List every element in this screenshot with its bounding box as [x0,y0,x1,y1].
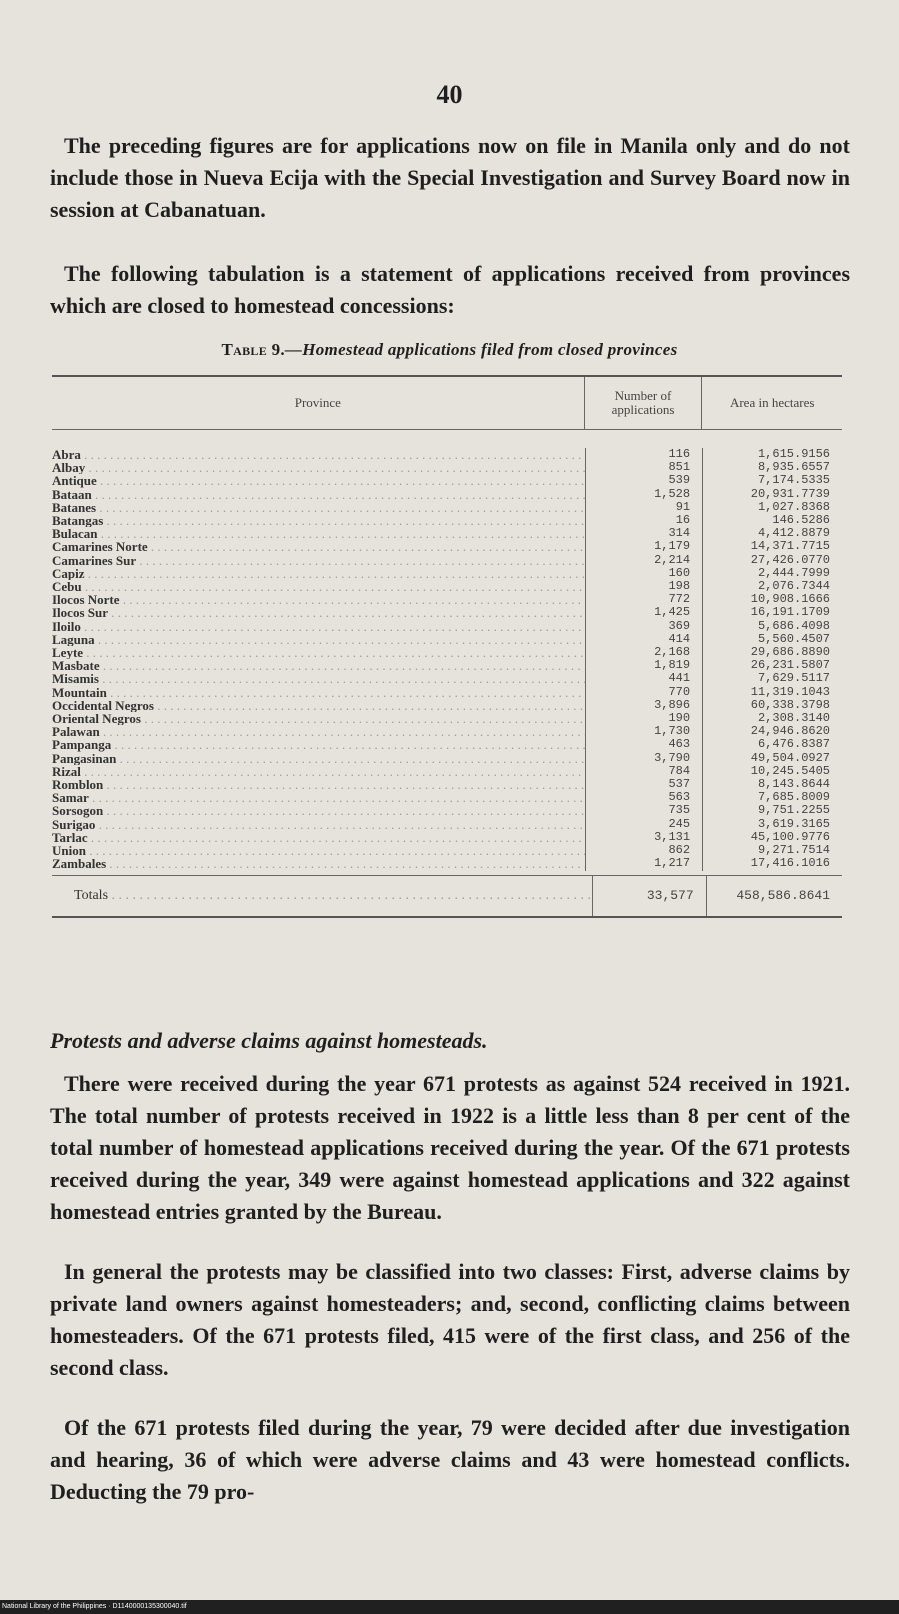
header-area: Area in hectares [701,377,842,429]
table-row-province: Surigao . . . [52,818,585,831]
table-title [0,340,899,360]
table-row-area: 2,444.7999 [757,566,830,580]
homestead-applications-table [52,375,842,918]
table-row-area: 26,231.5807 [750,659,830,673]
table-row-province: Mountain . . . [52,686,585,699]
table-totals-row [52,875,842,916]
table-row-area: 7,685.8009 [757,791,830,805]
table-row-area: 1,615.9156 [757,448,830,461]
table-row-area: 17,416.1016 [750,857,830,871]
table-row-area: 27,426.0770 [750,553,830,567]
table-row-area: 4,412.8879 [757,527,830,541]
table-row-area: 9,271.7514 [757,844,830,858]
table-row-area: 9,751.2255 [757,804,830,818]
paragraph-tabulation-intro: The following tabulation is a statement of applications received from provinces which are closed to homestead concessions: [50,261,850,318]
table-row-number: 537 [668,778,691,792]
table-row-number: 314 [668,527,691,541]
number-column [585,448,702,871]
table-row-number: 1,425 [654,606,691,620]
table-row-province: Laguna . . . [52,633,585,646]
table-row-province: Zambales . . . [52,857,585,870]
table-row-area: 2,308.3140 [757,712,830,726]
table-row-number: 414 [668,632,691,646]
table-row-area: 1,027.8368 [757,500,830,514]
table-body [52,430,842,875]
table-row-province: Misamis . . . [52,672,585,685]
table-row-area: 49,504.0927 [750,751,830,765]
table-row-province: Antique . . . [52,474,585,487]
paragraph-protests-decided: Of the 671 protests filed during the year, 79 were decided after due investigation and hearing, 36 of which were adverse claims and 43 were homestead conflicts. Deducting the 79 pro- [50,1415,850,1504]
paragraph-protest-classes: In general the protests may be classified into two classes: First, adverse claims by private land owners against homesteaders; and, second, conflicting claims between homesteaders. Of the 671 protests filed, 415 were of the first class, and 256 of the second class. [50,1259,850,1380]
table-row-number: 1,179 [654,540,691,554]
totals-area: 458,586.8641 [706,876,842,916]
table-row-province: Ilocos Sur . . . [52,606,585,619]
table-row-area: 7,629.5117 [757,672,830,686]
table-row-area: 20,931.7739 [750,487,830,501]
table-row-province: Leyte . . . [52,646,585,659]
table-row-province: Batanes . . . [52,501,585,514]
table-row-area: 5,686.4098 [757,619,830,633]
table-row-province: Camarines Sur . . . [52,554,585,567]
table-row-province: Masbate . . . [52,659,585,672]
page-number: 40 [436,80,463,109]
table-row-number: 116 [668,448,691,461]
table-row-area: 14,371.7715 [750,540,830,554]
table-row-province: Samar . . . [52,791,585,804]
table-row-province: Occidental Negros . . . [52,699,585,712]
table-row-area: 2,076.7344 [757,580,830,594]
table-row-area: 45,100.9776 [750,830,830,844]
totals-number: 33,577 [592,876,706,916]
table-row-number: 862 [668,844,691,858]
header-province: Province [294,395,341,410]
table-row-province: Pangasinan . . . [52,752,585,765]
table-title-lead: Table 9. [221,340,285,359]
table-row-area: 10,908.1666 [750,593,830,607]
table-row-number: 851 [668,461,691,475]
table-row-area: 60,338.3798 [750,698,830,712]
table-row-number: 770 [668,685,691,699]
table-row-number: 3,131 [654,830,691,844]
table-row-area: 5,560.4507 [757,632,830,646]
table-row-number: 245 [668,817,691,831]
section-heading: Protests and adverse claims against homesteads. [50,1028,488,1053]
table-row-area: 8,143.8644 [757,778,830,792]
table-row-area: 8,935.6557 [757,461,830,475]
area-column [702,448,842,871]
table-row-number: 735 [668,804,691,818]
table-row-area: 16,191.1709 [750,606,830,620]
table-row-area: 6,476.8387 [757,738,830,752]
table-row-province: Albay . . . [52,461,585,474]
table-row-number: 463 [668,738,691,752]
table-row-province: Batangas . . . [52,514,585,527]
table-row-number: 2,168 [654,646,691,660]
table-row-number: 190 [668,712,691,726]
table-row-province: Bataan . . . [52,488,585,501]
table-row-number: 369 [668,619,691,633]
table-row-province: Tarlac . . . [52,831,585,844]
table-row-number: 563 [668,791,691,805]
table-row-province: Camarines Norte . . . [52,540,585,553]
table-row-number: 539 [668,474,691,488]
table-row-number: 91 [675,500,691,514]
table-row-province: Palawan . . . [52,725,585,738]
table-row-number: 784 [668,764,691,778]
table-row-area: 3,619.3165 [757,817,830,831]
province-column [52,448,585,871]
table-row-province: Ilocos Norte . . . [52,593,585,606]
table-row-number: 1,217 [654,857,691,871]
table-row-province: Romblon . . . [52,778,585,791]
table-row-number: 3,896 [654,698,691,712]
table-header-row [52,377,842,430]
table-row-number: 198 [668,580,691,594]
table-row-province: Abra . . . [52,448,585,461]
table-row-area: 24,946.8620 [750,725,830,739]
table-row-area: 7,174.5335 [757,474,830,488]
table-row-province: Rizal . . . [52,765,585,778]
scan-footer: National Library of the Philippines · D1140000135300040.tif [0,1600,899,1614]
table-row-province: Cebu . . . [52,580,585,593]
table-row-number: 772 [668,593,691,607]
table-row-province: Pampanga . . . [52,738,585,751]
paragraph-protests-received: There were received during the year 671 protests as against 524 received in 1921. The total number of protests received in 1922 is a little less than 8 per cent of the total number of homestead applications received during the year. Of the 671 protests received during the year, 349 were against homestead applications and 322 against homestead entries granted by the Bureau. [50,1071,850,1224]
table-row-number: 1,528 [654,487,691,501]
table-row-number: 3,790 [654,751,691,765]
table-row-province: Union . . . [52,844,585,857]
totals-label: Totals . . . [52,888,592,904]
table-row-area: 29,686.8890 [750,646,830,660]
table-row-number: 1,730 [654,725,691,739]
table-row-number: 160 [668,566,691,580]
table-row-province: Iloilo . . . [52,620,585,633]
table-title-rest: —Homestead applications filed from closed provinces [284,340,678,359]
paragraph-intro: The preceding figures are for applications now on file in Manila only and do not include those in Nueva Ecija with the Special Investigation and Survey Board now in session at Cabanatuan. [50,133,850,222]
table-row-number: 2,214 [654,553,691,567]
table-row-province: Sorsogon . . . [52,804,585,817]
table-row-province: Bulacan . . . [52,527,585,540]
table-row-area: 11,319.1043 [750,685,830,699]
table-row-province: Oriental Negros . . . [52,712,585,725]
table-row-number: 1,819 [654,659,691,673]
table-row-number: 441 [668,672,691,686]
table-row-area: 146.5286 [772,514,830,528]
header-number: Number of applications [584,377,702,429]
table-row-area: 10,245.5405 [750,764,830,778]
table-row-number: 16 [675,514,691,528]
table-row-province: Capiz . . . [52,567,585,580]
